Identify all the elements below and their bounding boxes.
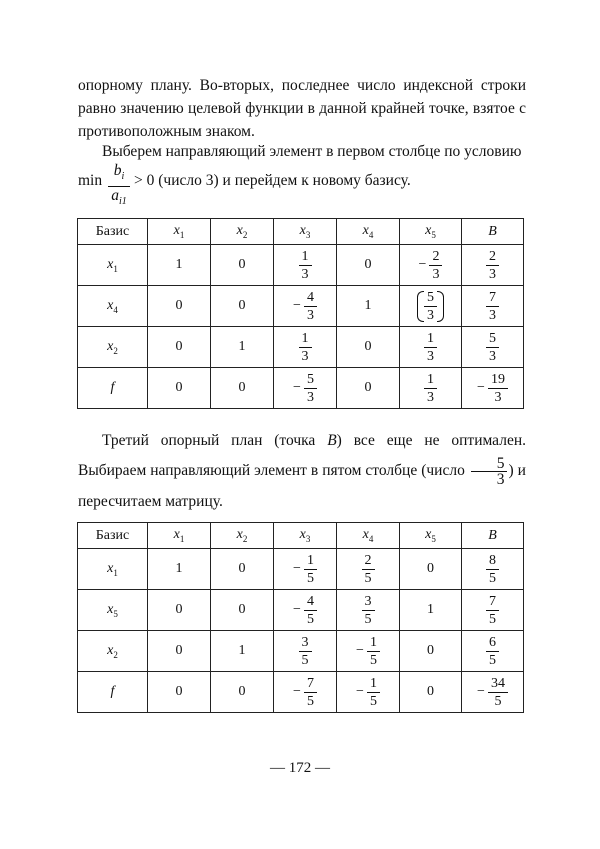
variable-label: f: [110, 380, 115, 395]
fraction-value: $\frac{2}{5}$: [362, 552, 375, 587]
variable-label: f: [110, 684, 115, 699]
table-cell: 0: [148, 672, 211, 713]
table-cell: − $\frac{1}{5}$: [274, 549, 337, 590]
column-header: [274, 219, 337, 245]
table-cell: [400, 327, 462, 368]
fraction-value: $\frac{3}{5}$: [299, 634, 312, 669]
ratio-denominator: $a_{i1}$: [111, 187, 127, 208]
table-cell: [462, 245, 524, 286]
table-row: [78, 590, 524, 631]
column-header: Базис: [78, 523, 148, 549]
variable-label: B: [488, 527, 497, 543]
basis-cell: [78, 245, 148, 286]
table-cell: 0: [148, 631, 211, 672]
fraction-value: $\frac{8}{5}$: [486, 552, 499, 587]
table-cell: [462, 631, 524, 672]
fraction-value: $\frac{5}{3}$: [424, 289, 437, 324]
fraction-value: $\frac{7}{3}$: [486, 289, 499, 324]
basis-cell: [78, 368, 148, 409]
table-row: [78, 327, 524, 368]
variable-label: $x_4$: [107, 297, 118, 315]
table-cell: − $\frac{1}{5}$: [337, 631, 400, 672]
table-cell: [274, 631, 337, 672]
column-header: [148, 219, 211, 245]
min-operator: min: [78, 172, 103, 189]
basis-cell: [78, 631, 148, 672]
fraction-value: $\frac{2}{3}$: [486, 248, 499, 283]
table-cell: − $\frac{5}{3}$: [274, 368, 337, 409]
variable-label: $x_2$: [236, 223, 248, 240]
table-cell: [274, 245, 337, 286]
fraction-value: $\frac{19}{3}$: [488, 371, 508, 406]
variable-label: $x_4$: [362, 223, 374, 240]
column-header: [337, 523, 400, 549]
variable-label: $x_2$: [236, 527, 248, 544]
paragraph-intro: опорному плану. Во-вторых, последнее число индексной строки равно значению целевой функции в данной крайней точке, взятое с противоположным знаком.: [78, 77, 526, 140]
table-cell: − $\frac{7}{5}$: [274, 672, 337, 713]
column-header: [148, 523, 211, 549]
variable-label: $x_5$: [425, 527, 436, 544]
inline-fraction: $\frac{5}{3}$: [471, 456, 507, 487]
basis-cell: [78, 549, 148, 590]
table-cell: [462, 327, 524, 368]
table-row: [78, 286, 524, 327]
simplex-table-2: [77, 522, 524, 713]
table-cell: − $\frac{34}{5}$: [462, 672, 524, 713]
table-cell: 0: [400, 672, 462, 713]
paragraph-choose-pivot: Выберем направляющий элемент в первом столбце по условию: [102, 143, 522, 160]
basis-cell: [78, 327, 148, 368]
table-row: [78, 549, 524, 590]
table-cell: [400, 368, 462, 409]
fraction-value: $\frac{3}{5}$: [362, 593, 375, 628]
ratio-numerator: $b_i$: [108, 162, 130, 187]
table-cell: 0: [337, 327, 400, 368]
column-header: [462, 219, 524, 245]
variable-label: $x_3$: [299, 223, 311, 240]
table-cell: 0: [211, 590, 274, 631]
fraction-value: $\frac{4}{5}$: [304, 593, 317, 628]
table-cell: [462, 286, 524, 327]
table-cell: 1: [148, 549, 211, 590]
basis-cell: [78, 672, 148, 713]
fraction-value: $\frac{5}{3}$: [304, 371, 317, 406]
table-cell: 0: [148, 590, 211, 631]
fraction-value: $\frac{1}{5}$: [367, 634, 380, 669]
variable-label: $x_4$: [362, 527, 374, 544]
variable-label: $x_1$: [107, 560, 118, 578]
table-cell: 0: [211, 245, 274, 286]
fraction-value: $\frac{2}{3}$: [429, 248, 442, 283]
simplex-table-1: [77, 218, 524, 409]
table-cell: 0: [400, 631, 462, 672]
column-header: [400, 523, 462, 549]
condition-rest-text: > 0 (число 3) и перейдем к новому базису.: [134, 172, 411, 189]
table-header-row: [78, 219, 524, 245]
column-header: [274, 523, 337, 549]
table-cell: 1: [337, 286, 400, 327]
table-cell: [337, 549, 400, 590]
column-header: [462, 523, 524, 549]
column-header: [211, 523, 274, 549]
table-cell: 0: [337, 368, 400, 409]
table-cell: [274, 327, 337, 368]
table-cell: 0: [148, 368, 211, 409]
paragraph-third-plan: Третий опорный план (точка B) все еще не оптимален. Выбираем направляющий элемент в пятом столбце (число $\frac{5}{3}$ ) и пересчитаем матрицу.: [78, 432, 526, 510]
table-row: [78, 368, 524, 409]
ratio-fraction: [108, 162, 130, 211]
basis-cell: [78, 590, 148, 631]
table-cell: 1: [211, 631, 274, 672]
variable-label: $x_5$: [107, 601, 118, 619]
page-number: — 172 —: [270, 760, 330, 776]
pivot-element: [417, 289, 444, 324]
variable-label: $x_3$: [299, 527, 311, 544]
variable-label: B: [488, 223, 497, 239]
table-header-row: [78, 523, 524, 549]
table-cell: − $\frac{4}{3}$: [274, 286, 337, 327]
table-cell: [462, 590, 524, 631]
pivot-condition-formula: [78, 162, 526, 206]
variable-label: $x_2$: [107, 642, 118, 660]
table-cell: 0: [211, 368, 274, 409]
table-cell: 1: [211, 327, 274, 368]
variable-label: $x_1$: [173, 527, 185, 544]
table-cell: − $\frac{2}{3}$: [400, 245, 462, 286]
table-cell: 0: [337, 245, 400, 286]
table-cell: 0: [148, 327, 211, 368]
table-cell: 0: [148, 286, 211, 327]
basis-cell: [78, 286, 148, 327]
fraction-value: $\frac{34}{5}$: [488, 675, 508, 710]
table-cell: − $\frac{19}{3}$: [462, 368, 524, 409]
fraction-value: $\frac{1}{5}$: [367, 675, 380, 710]
table-cell: [462, 549, 524, 590]
column-header: [211, 219, 274, 245]
table-cell: 0: [211, 286, 274, 327]
table-row: [78, 672, 524, 713]
fraction-value: $\frac{6}{5}$: [486, 634, 499, 669]
fraction-value: $\frac{1}{5}$: [304, 552, 317, 587]
fraction-value: $\frac{1}{3}$: [424, 330, 437, 365]
column-header: [400, 219, 462, 245]
table-row: [78, 245, 524, 286]
column-header: Базис: [78, 219, 148, 245]
table-cell: − $\frac{4}{5}$: [274, 590, 337, 631]
fraction-value: $\frac{5}{3}$: [486, 330, 499, 365]
fraction-value: $\frac{7}{5}$: [304, 675, 317, 710]
column-header: [337, 219, 400, 245]
fraction-value: $\frac{1}{3}$: [424, 371, 437, 406]
table-cell: 0: [211, 549, 274, 590]
fraction-value: $\frac{1}{3}$: [299, 248, 312, 283]
fraction-value: $\frac{4}{3}$: [304, 289, 317, 324]
table-cell: 0: [400, 549, 462, 590]
table-cell: [400, 286, 462, 327]
fraction-value: $\frac{1}{3}$: [299, 330, 312, 365]
table-cell: [337, 590, 400, 631]
table-row: [78, 631, 524, 672]
table-cell: 0: [211, 672, 274, 713]
variable-label: $x_2$: [107, 338, 118, 356]
table-cell: 1: [148, 245, 211, 286]
variable-label: $x_1$: [107, 256, 118, 274]
variable-label: $x_5$: [425, 223, 436, 240]
table-cell: − $\frac{1}{5}$: [337, 672, 400, 713]
fraction-value: $\frac{7}{5}$: [486, 593, 499, 628]
table-cell: 1: [400, 590, 462, 631]
variable-label: $x_1$: [173, 223, 185, 240]
